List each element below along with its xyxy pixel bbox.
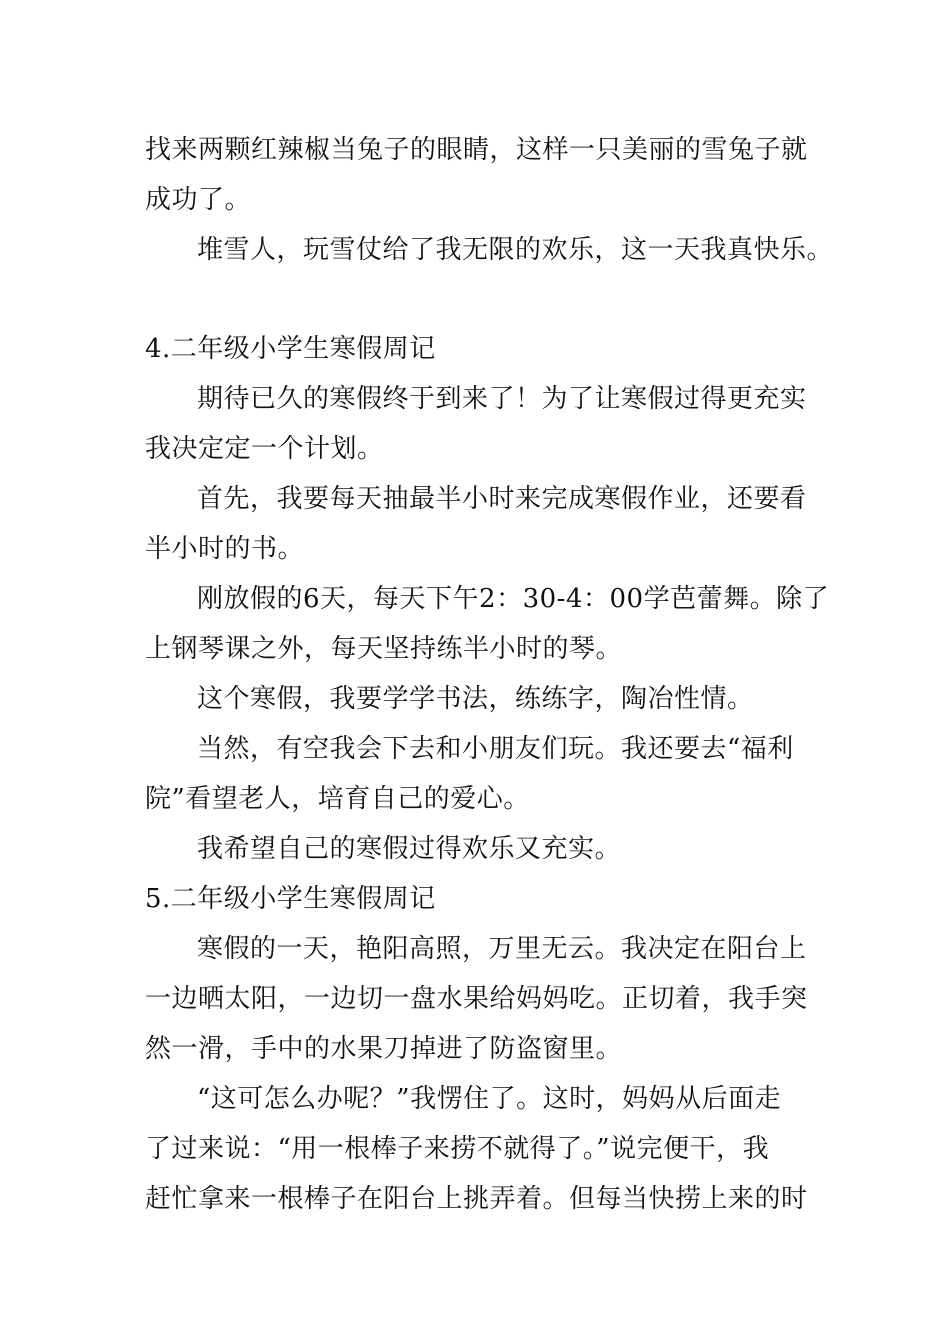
paragraph-line: 期待已久的寒假终于到来了！为了让寒假过得更充实 <box>197 384 807 414</box>
paragraph-line: 一边晒太阳，一边切一盘水果给妈妈吃。正切着，我手突 <box>145 984 808 1014</box>
paragraph-line: 我希望自己的寒假过得欢乐又充实。 <box>197 834 622 864</box>
paragraph-line: 上钢琴课之外，每天坚持练半小时的琴。 <box>145 634 623 664</box>
paragraph-line: 了过来说：“用一根棒子来捞不就得了。”说完便干，我 <box>145 1134 770 1164</box>
paragraph-line: 当然，有空我会下去和小朋友们玩。我还要去“福利 <box>197 734 794 764</box>
paragraph-line: 成功了。 <box>145 185 252 215</box>
paragraph-line: 赶忙拿来一根棒子在阳台上挑弄着。但每当快捞上来的时 <box>145 1184 808 1214</box>
paragraph-line: 这个寒假，我要学学书法，练练字，陶冶性情。 <box>197 684 754 714</box>
section-heading: 4.二年级小学生寒假周记 <box>145 334 436 364</box>
paragraph-line: “这可怎么办呢？”我愣住了。这时，妈妈从后面走 <box>197 1084 782 1114</box>
paragraph-line: 首先，我要每天抽最半小时来完成寒假作业，还要看 <box>197 484 807 514</box>
paragraph-line: 刚放假的6天，每天下午2：30-4：00学芭蕾舞。除了 <box>197 584 830 614</box>
paragraph-line: 我决定定一个计划。 <box>145 434 384 464</box>
section-heading: 5.二年级小学生寒假周记 <box>145 884 436 914</box>
paragraph-line: 找来两颗红辣椒当兔子的眼睛，这样一只美丽的雪兔子就 <box>145 135 808 165</box>
paragraph-line: 然一滑，手中的水果刀掉进了防盗窗里。 <box>145 1034 623 1064</box>
paragraph-line: 堆雪人，玩雪仗给了我无限的欢乐，这一天我真快乐。 <box>197 235 834 265</box>
paragraph-line: 院”看望老人，培育自己的爱心。 <box>145 784 530 814</box>
paragraph-line: 寒假的一天，艳阳高照，万里无云。我决定在阳台上 <box>197 934 807 964</box>
paragraph-line: 半小时的书。 <box>145 534 305 564</box>
